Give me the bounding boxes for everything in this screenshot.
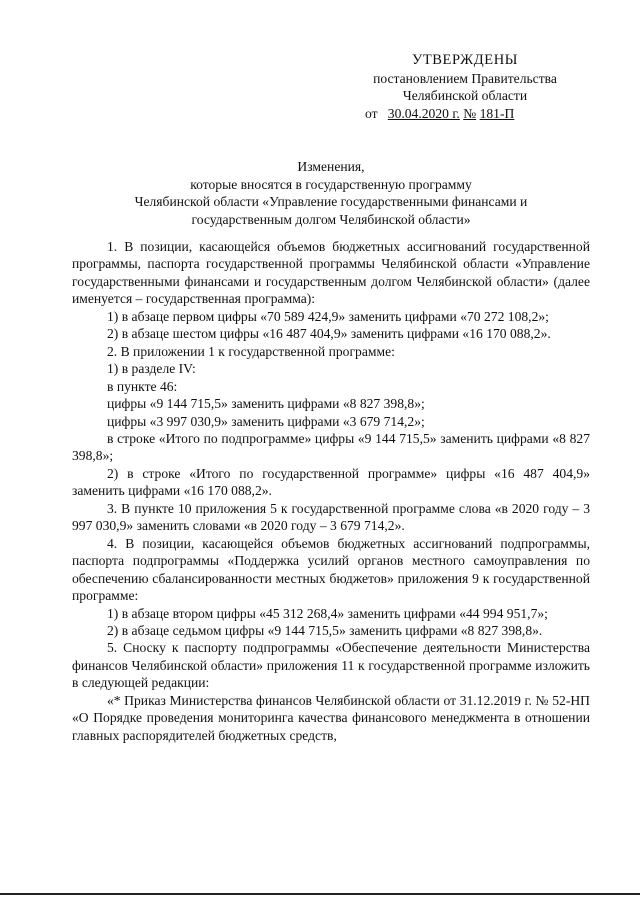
paragraph: 2) в строке «Итого по государственной программе» цифры «16 487 404,9» заменить цифрами «16 170 088,2». xyxy=(72,465,590,499)
paragraph: 1) в абзаце первом цифры «70 589 424,9» заменить цифрами «70 272 108,2»; xyxy=(107,308,549,324)
title-line-4: государственным долгом Челябинской области» xyxy=(191,211,471,227)
title-line-2: которые вносятся в государственную программу xyxy=(190,176,472,192)
paragraph: в пункте 46: xyxy=(107,378,178,394)
approval-stamp: УТВЕРЖДЕНЫ xyxy=(411,52,519,68)
page-bottom-border xyxy=(0,893,640,895)
paragraph: в строке «Итого по подпрограмме» цифры «9 144 715,5» заменить цифрами «8 827 398,8»; xyxy=(72,430,590,464)
paragraph: 2) в абзаце седьмом цифры «9 144 715,5» заменить цифрами «8 827 398,8». xyxy=(107,622,543,638)
paragraph: цифры «3 997 030,9» заменить цифрами «3 679 714,2»; xyxy=(107,413,425,429)
paragraph: «* Приказ Министерства финансов Челябинской области от 31.12.2019 г. № 52-НП «О Порядке проведения мониторинга качества финансового менеджмента в отношении главных распорядителей бюджетных средств, xyxy=(72,692,590,743)
paragraph: 4. В позиции, касающейся объемов бюджетных ассигнований подпрограммы, паспорта подпрограммы «Поддержка усилий органов местного самоуправления по обеспечению сбалансированности местных бюджетов» приложения 9 к государственной программе: xyxy=(72,535,590,604)
paragraph: 2) в абзаце шестом цифры «16 487 404,9» заменить цифрами «16 170 088,2». xyxy=(107,326,551,342)
paragraph: 1) в разделе IV: xyxy=(107,361,196,377)
approval-number: 181-П xyxy=(479,105,515,121)
approval-line-1: постановлением Правительства xyxy=(373,70,557,86)
paragraph: 2. В приложении 1 к государственной программе: xyxy=(107,343,395,359)
approval-date: 30.04.2020 г. xyxy=(387,105,460,121)
paragraph: 5. Сноску к паспорту подпрограммы «Обеспечение деятельности Министерства финансов Челябинской области» приложения 11 к государственной программе изложить в следующей редакции: xyxy=(72,640,590,691)
date-prefix: от xyxy=(365,105,378,121)
document-body xyxy=(72,238,590,744)
approval-date-line xyxy=(330,105,600,123)
paragraph: 3. В пункте 10 приложения 5 к государственной программе слова «в 2020 году – 3 997 030,9» заменить словами «в 2020 году – 3 679 714,2». xyxy=(72,500,590,534)
document-title xyxy=(72,158,590,228)
paragraph: 1) в абзаце втором цифры «45 312 268,4» заменить цифрами «44 994 951,7»; xyxy=(107,605,548,621)
approval-line-2: Челябинской области xyxy=(402,88,528,103)
title-line-1: Изменения, xyxy=(297,159,365,174)
approval-block xyxy=(330,52,600,122)
number-prefix: № xyxy=(463,105,477,121)
paragraph: 1. В позиции, касающейся объемов бюджетных ассигнований государственной программы, паспорта государственной программы Челябинской области «Управление государственными финансами и государственным долгом Челябинской области» (далее именуется – государственная программа): xyxy=(72,239,590,307)
title-line-3: Челябинской области «Управление государственными финансами и xyxy=(134,194,528,209)
paragraph: цифры «9 144 715,5» заменить цифрами «8 827 398,8»; xyxy=(107,396,425,412)
